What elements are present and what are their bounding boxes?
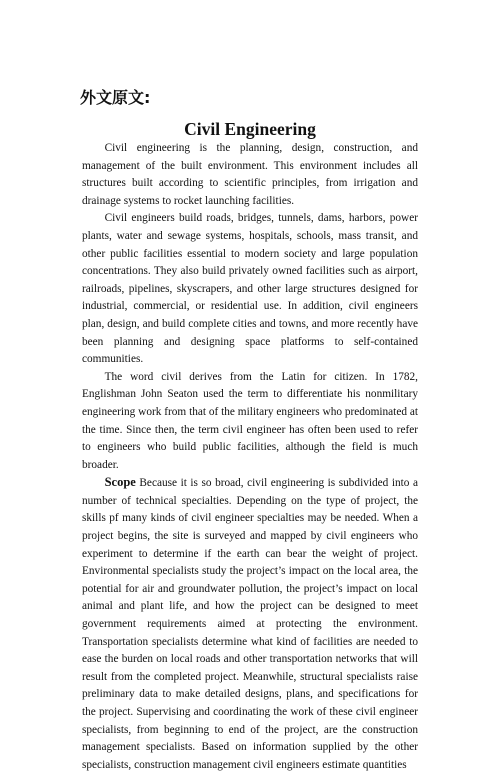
document-title: Civil Engineering xyxy=(184,119,316,139)
section-heading: 外文原文: xyxy=(80,88,151,107)
body-text xyxy=(82,140,418,774)
scope-text: Because it is so broad, civil engineering is subdivided into a number of technical specialties. Depending on the type of project, the skills pf many kinds of civil engineer specialties may be needed. When a project begins, the site is surveyed and mapped by civil engineers who experiment to determine if the earth can bear the weight of project. Environmental specialists study the project’s impact on the local area, the potential for air and groundwater pollution, the project’s impact on local animal and plant life, and how the project can be designed to meet government requirements aimed at protecting the environment. Transportation specialists determine what kind of facilities are needed to ease the burden on local roads and other transportation networks that will result from the completed project. Meanwhile, structural specialists raise preliminary data to make detailed designs, plans, and specifications for the project. Supervising and coordinating the work of these civil engineer specialists, from beginning to end of the project, are the construction management specialists. Based on information supplied by the other specialists, construction management civil engineers estimate quantities xyxy=(82,477,418,771)
paragraph-definition: Civil engineering is the planning, design, construction, and management of the built environment. This environment includes all structures built according to scientific principles, from irrigation and drainage systems to rocket launching facilities. xyxy=(82,142,418,207)
paragraph-etymology: The word civil derives from the Latin for citizen. In 1782, Englishman John Seaton used the term to differentiate his nonmilitary engineering work from that of the military engineers who predominated at the time. Since then, the term civil engineer has often been used to refer to engineers who build public facilities, although the field is much broader. xyxy=(82,370,418,471)
paragraph-facilities: Civil engineers build roads, bridges, tunnels, dams, harbors, power plants, water and sewage systems, hospitals, schools, mass transit, and other public facilities essential to modern society and large population concentrations. They also build privately owned facilities such as airport, railroads, pipelines, skyscrapers, and other large structures designed for industrial, commercial, or residential use. In addition, civil engineers plan, design, and build complete cities and towns, and more recently have been planning and designing space platforms to self-contained communities. xyxy=(82,212,418,366)
paragraph-scope xyxy=(82,474,418,774)
scope-label: Scope xyxy=(104,475,136,490)
